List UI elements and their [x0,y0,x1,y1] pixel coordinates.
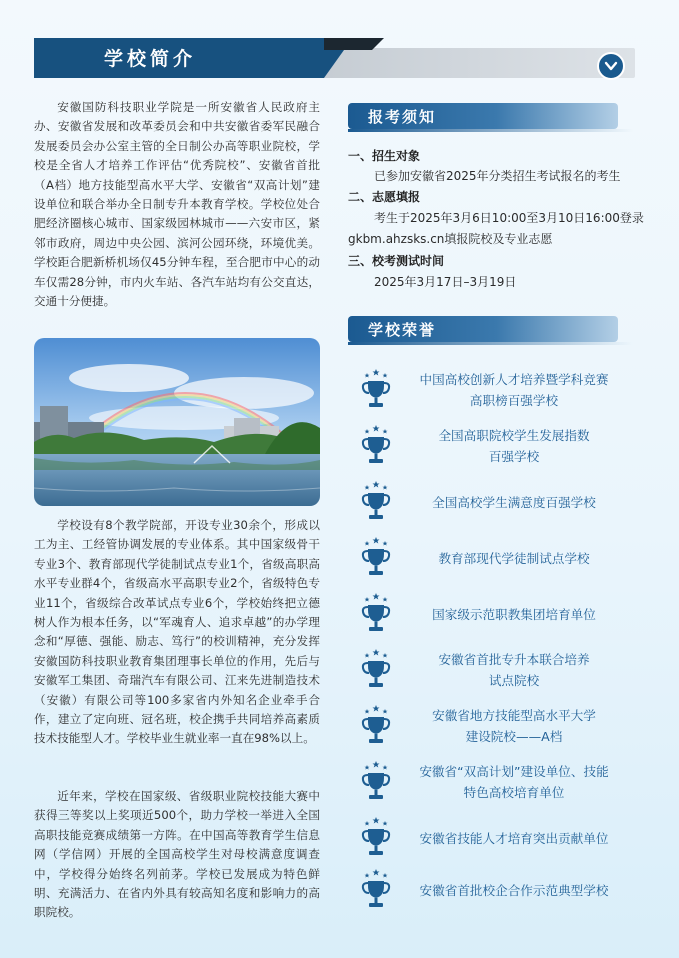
exam-notice-header [348,103,633,129]
exam-item-line: 2025年3月17日–3月19日 [374,275,517,289]
honor-item [356,866,646,914]
trophy-icon [360,816,392,860]
exam-item-line: gkbm.ahzsks.cn填报院校及专业志愿 [348,232,553,246]
trophy-icon [360,760,392,804]
trophy-icon [360,368,392,412]
trophy-icon [360,592,392,636]
section-banner [34,38,635,80]
campus-photo [34,338,320,506]
intro-paragraph-3: 近年来，学校在国家级、省级职业院校技能大赛中获得三等奖以上奖项近500个，助力学校一举进入全国高职技能竞赛成绩第一方阵。在中国高等教育学生信息网（学信网）开展的全国高校学生对母校满意度调查中，学校得分始终名列前茅。学校已发展成为特色鲜明、充满活力、在省内外具有较高知名度和影响力的高职院校。 [34,789,320,920]
intro-paragraph-1: 安徽国防科技职业学院是一所安徽省人民政府主办、安徽省发展和改革委员会和中共安徽省委军民融合发展委员会办公室主管的全日制公办高等职业院校，学校是全省人才培养工作评估“优秀院校”、安徽省首批（A档）地方技能型高水平大学、安徽省“双高计划”建设单位和联合举办全日制专升本教育学校。学校位处合肥经济圈核心城市、国家级园林城市——六安市区，紧邻市政府，周边中央公园、滨河公园环绕，环境优美。学校距合肥新桥机场仅45分钟车程，至合肥市中心的动车仅需28分钟，市内火车站、各汽车站均有公交直达，交通十分便捷。 [34,100,320,309]
honor-item [356,702,646,750]
exam-item-heading: 二、志愿填报 [348,190,421,204]
honor-text: 全国高职院校学生发展指数 百强学校 [438,428,590,464]
honor-item [356,814,646,862]
honor-text: 安徽省技能人才培育突出贡献单位 [419,830,609,846]
trophy-icon [360,648,392,692]
exam-item-line: 考生于2025年3月6日10:00至3月10日16:00登录 [374,211,644,225]
honor-item [356,534,646,582]
honor-item [356,478,646,526]
honor-text: 安徽省首批校企合作示范典型学校 [419,882,609,898]
honor-text: 国家级示范职教集团培育单位 [432,606,596,622]
banner-title: 学校简介 [104,48,197,70]
honor-text: 安徽省“双高计划”建设单位、技能 特色高校培育单位 [419,764,609,800]
exam-item-heading: 一、招生对象 [348,149,421,163]
honor-text: 安徽省地方技能型高水平大学 建设院校——A档 [432,708,596,744]
honor-item [356,422,646,470]
honors-header [348,316,633,342]
honor-text: 全国高校学生满意度百强学校 [432,494,596,510]
trophy-icon [360,868,392,912]
honor-text: 教育部现代学徒制试点学校 [438,550,590,566]
exam-notice-title: 报考须知 [368,108,437,126]
honor-item [356,590,646,638]
honor-item [356,758,646,806]
honor-text: 中国高校创新人才培养暨学科竞赛 高职榜百强学校 [419,372,609,408]
honor-item [356,646,646,694]
trophy-icon [360,704,392,748]
trophy-icon [360,536,392,580]
intro-paragraph-2: 学校设有8个教学院部，开设专业30余个，形成以工为主、工经管协调发展的专业体系。其中国家级骨干专业3个、教育部现代学徒制试点专业1个，省级高职高水平专业群4个，省级高水平高职专业2个，省级特色专业11个，省级综合改革试点专业6个，学校始终把立德树人作为根本任务，以“军魂育人、追求卓越”的办学理念和“厚德、强能、励志、笃行”的校训精神，充分发挥安徽国防科技职业教育集团理事长单位的作用，先后与安徽军工集团、奇瑞汽车有限公司、江来先进制造技术（安徽）有限公司等100多家省内外知名企业牵手合作，建立了定向班、冠名班，校企携手共同培养高素质技术技能型人才。学校毕业生就业率一直在98%以上。 [34,518,320,746]
chevron-down-icon[interactable] [597,52,625,80]
exam-item-line: 已参加安徽省2025年分类招生考试报名的考生 [374,169,621,183]
honor-item [356,366,646,414]
trophy-icon [360,424,392,468]
honors-title: 学校荣誉 [368,321,437,339]
exam-item-heading: 三、校考测试时间 [348,254,445,268]
honor-text: 安徽省首批专升本联合培养 试点院校 [438,652,590,688]
trophy-icon [360,480,392,524]
